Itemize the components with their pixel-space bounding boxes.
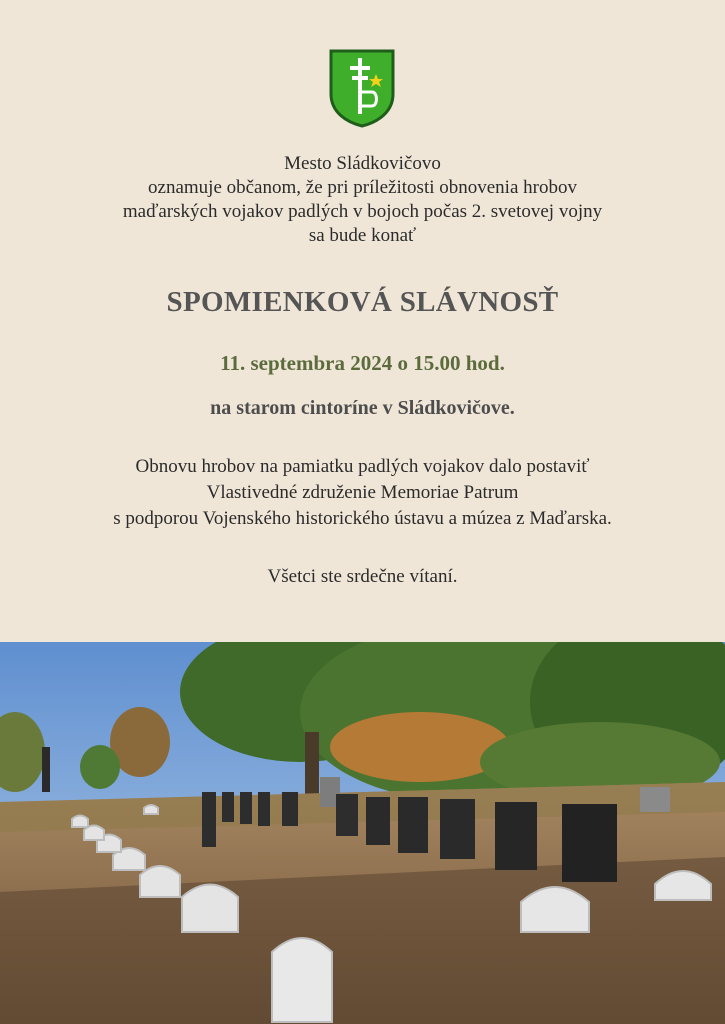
- event-title: SPOMIENKOVÁ SLÁVNOSŤ: [166, 286, 559, 318]
- intro-line-4: sa bude konať: [308, 225, 417, 246]
- info-line-2: Vlastivedné združenie Memoriae Patrum: [206, 482, 519, 503]
- intro-line-2: oznamuje občanom, že pri príležitosti obnovenia hrobov: [148, 177, 577, 198]
- intro-line-3: maďarských vojakov padlých v bojoch počas 2. svetovej vojny: [122, 201, 603, 222]
- info-line-3: s podporou Vojenského historického ústavu a múzea z Maďarska.: [113, 508, 612, 529]
- cemetery-graves-photo: [0, 642, 725, 1024]
- info-line-1: Obnovu hrobov na pamiatku padlých vojakov dalo postaviť: [135, 456, 590, 477]
- event-datetime: 11. septembra 2024 o 15.00 hod.: [220, 351, 505, 375]
- info-paragraph: [0, 454, 725, 532]
- announcement-intro: [0, 152, 725, 248]
- event-place: na starom cintoríne v Sládkovičove.: [210, 397, 515, 419]
- intro-line-1: Mesto Sládkovičovo: [284, 153, 441, 174]
- welcome-text: Všetci ste srdečne vítaní.: [267, 566, 458, 587]
- coat-of-arms-icon: [328, 48, 396, 128]
